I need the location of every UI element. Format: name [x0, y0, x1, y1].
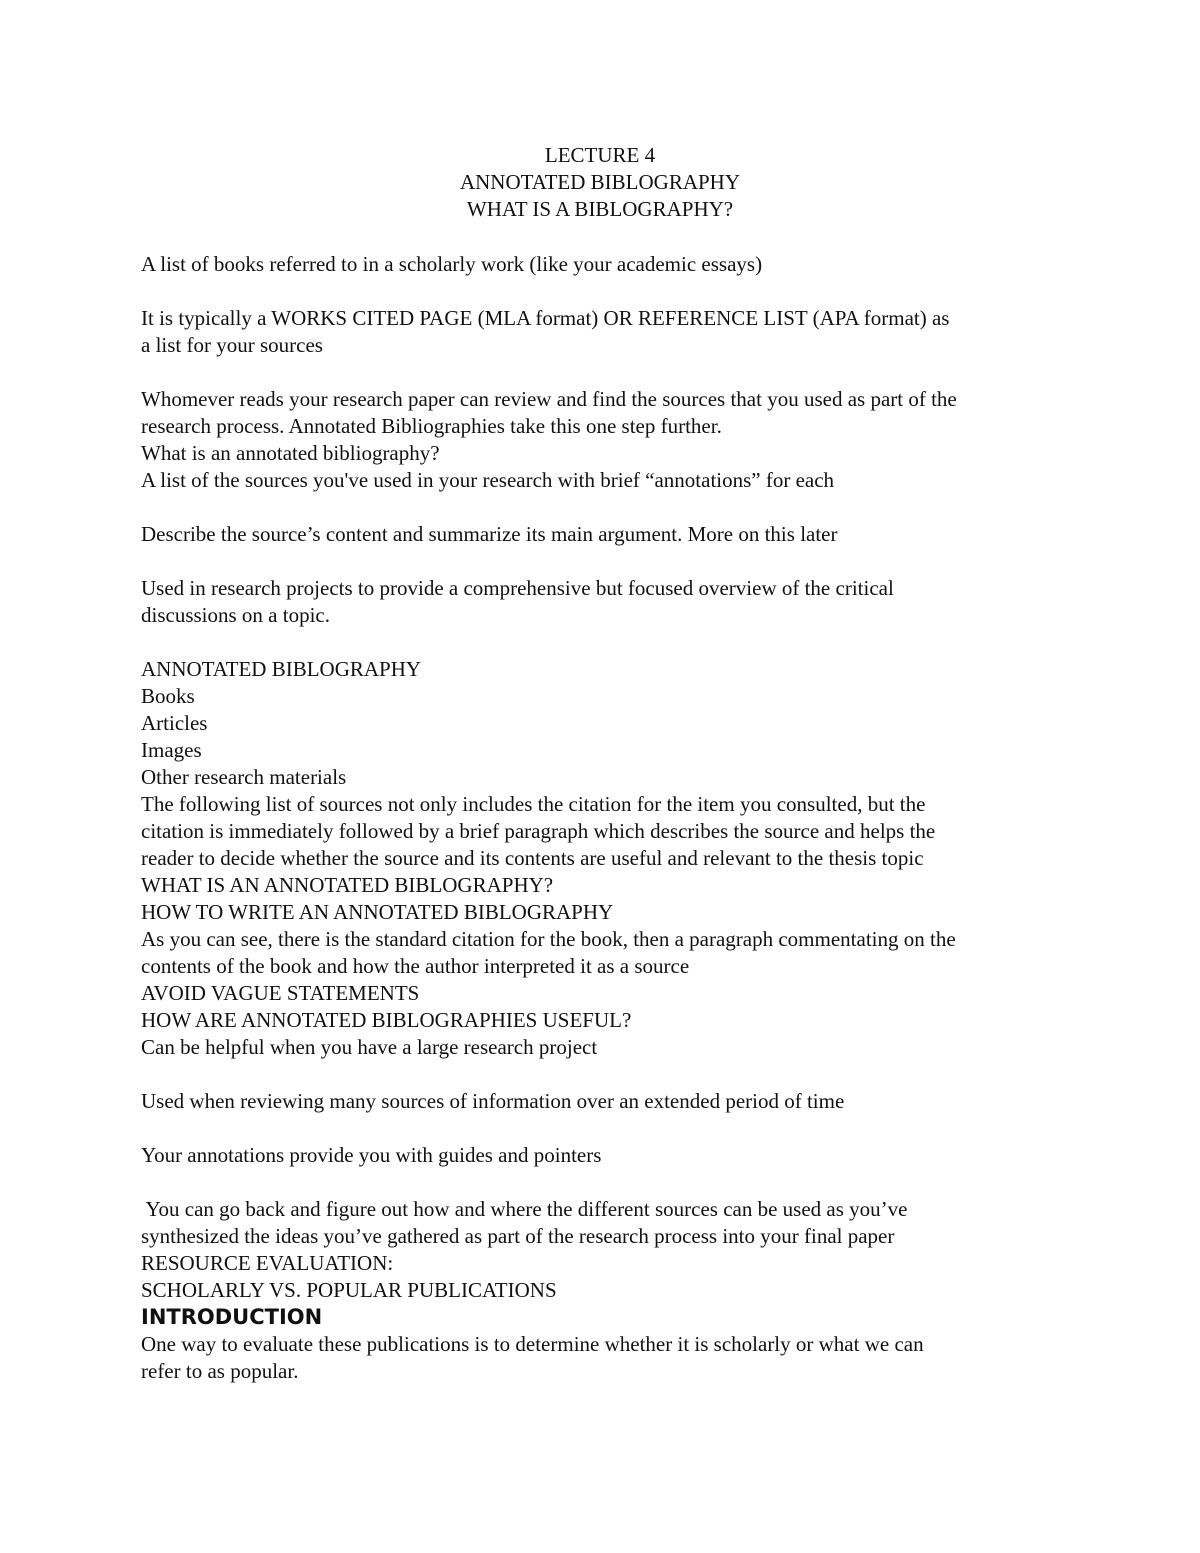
text-line: A list of the sources you've used in your research with brief “annotations” for each	[141, 468, 835, 492]
text-line: SCHOLARLY VS. POPULAR PUBLICATIONS	[141, 1278, 557, 1302]
text-line: a list for your sources	[141, 333, 323, 357]
text-line: HOW ARE ANNOTATED BIBLOGRAPHIES USEFUL?	[141, 1008, 632, 1032]
text-line: You can go back and figure out how and where the different sources can be used as you’ve	[141, 1197, 908, 1221]
introduction-heading: INTRODUCTION	[141, 1305, 323, 1329]
text-line: It is typically a WORKS CITED PAGE (MLA format) OR REFERENCE LIST (APA format) as	[141, 306, 950, 330]
text-line: Other research materials	[141, 765, 347, 789]
text-line: Whomever reads your research paper can review and find the sources that you used as part of the	[141, 387, 957, 411]
text-line: synthesized the ideas you’ve gathered as part of the research process into your final paper	[141, 1224, 895, 1248]
lecture-title: ANNOTATED BIBLOGRAPHY	[459, 170, 741, 194]
text-line: ANNOTATED BIBLOGRAPHY	[141, 657, 422, 681]
text-line: Can be helpful when you have a large research project	[141, 1035, 598, 1059]
text-line: citation is immediately followed by a brief paragraph which describes the source and helps the	[141, 819, 936, 843]
text-line: RESOURCE EVALUATION:	[141, 1251, 394, 1275]
text-line: The following list of sources not only includes the citation for the item you consulted, but the	[141, 792, 926, 816]
text-line: HOW TO WRITE AN ANNOTATED BIBLOGRAPHY	[141, 900, 614, 924]
text-line: discussions on a topic.	[141, 603, 330, 627]
text-line: Your annotations provide you with guides and pointers	[141, 1143, 602, 1167]
text-line: refer to as popular.	[141, 1359, 299, 1383]
text-line: One way to evaluate these publications is to determine whether it is scholarly or what we can	[141, 1332, 924, 1356]
text-line: Articles	[141, 711, 208, 735]
text-line: AVOID VAGUE STATEMENTS	[141, 981, 420, 1005]
text-line: reader to decide whether the source and its contents are useful and relevant to the thesis topic	[141, 846, 924, 870]
text-line: What is an annotated bibliography?	[141, 441, 440, 465]
text-line: Images	[141, 738, 202, 762]
text-line: contents of the book and how the author interpreted it as a source	[141, 954, 690, 978]
section-heading: WHAT IS A BIBLOGRAPHY?	[466, 197, 734, 221]
text-line: Describe the source’s content and summarize its main argument. More on this later	[141, 522, 838, 546]
text-line: Books	[141, 684, 195, 708]
text-line: research process. Annotated Bibliographies take this one step further.	[141, 414, 722, 438]
lecture-number: LECTURE 4	[544, 143, 656, 167]
text-line: WHAT IS AN ANNOTATED BIBLOGRAPHY?	[141, 873, 554, 897]
document-body	[141, 251, 1081, 1385]
text-line: Used when reviewing many sources of information over an extended period of time	[141, 1089, 845, 1113]
document-header	[0, 142, 1200, 223]
text-line: A list of books referred to in a scholarly work (like your academic essays)	[141, 252, 763, 276]
text-line: Used in research projects to provide a comprehensive but focused overview of the critical	[141, 576, 894, 600]
text-line: As you can see, there is the standard citation for the book, then a paragraph commentating on the	[141, 927, 956, 951]
